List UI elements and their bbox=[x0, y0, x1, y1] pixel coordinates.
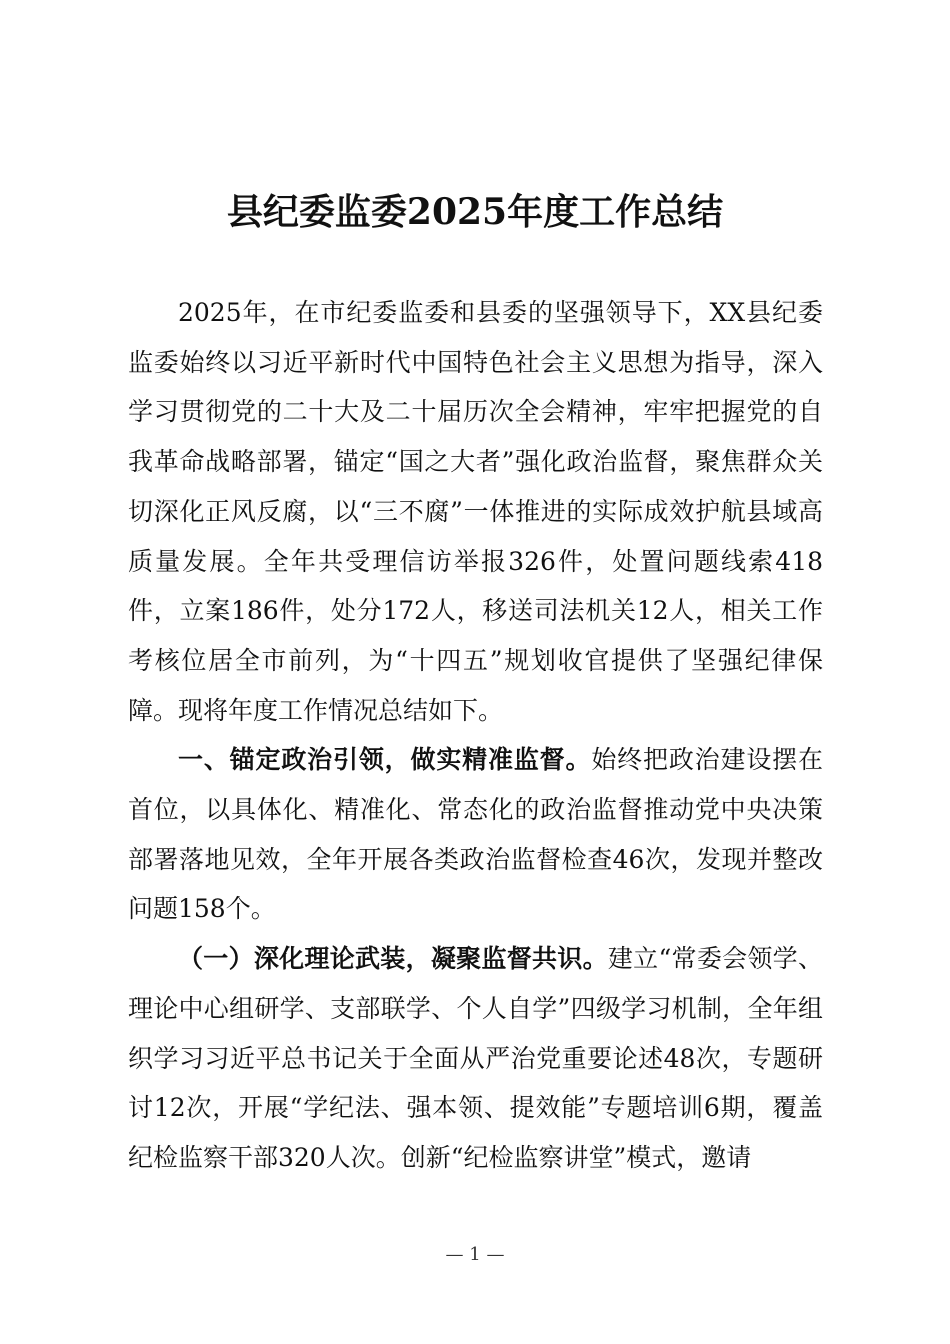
subsection-one-text: 建立“常委会领学、理论中心组研学、支部联学、个人自学”四级学习机制，全年组织学习习近平总书记关于全面从严治党重要论述48次，专题研讨12次，开展“学纪法、强本领、提效能”专题培训6期，覆盖纪检监察干部320人次。创新“纪检监察讲堂”模式，邀请 bbox=[128, 944, 823, 1172]
paragraph-intro bbox=[128, 288, 823, 735]
document-body bbox=[128, 288, 823, 1183]
paragraph-section-one bbox=[128, 735, 823, 934]
paragraph-subsection-one bbox=[128, 934, 823, 1183]
subsection-one-heading: （一）深化理论武装，凝聚监督共识。 bbox=[178, 944, 608, 974]
section-one-heading: 一、锚定政治引领，做实精准监督。 bbox=[178, 745, 592, 775]
section-one-text: 始终把政治建设摆在首位，以具体化、精准化、常态化的政治监督推动党中央决策部署落地见效，全年开展各类政治监督检查46次，发现并整改问题158个。 bbox=[128, 745, 823, 924]
paragraph-intro-text: 2025年，在市纪委监委和县委的坚强领导下，XX县纪委监委始终以习近平新时代中国特色社会主义思想为指导，深入学习贯彻党的二十大及二十届历次全会精神，牢牢把握党的自我革命战略部署，锚定“国之大者”强化政治监督，聚焦群众关切深化正风反腐，以“三不腐”一体推进的实际成效护航县域高质量发展。全年共受理信访举报326件，处置问题线索418件，立案186件，处分172人，移送司法机关12人，相关工作考核位居全市前列，为“十四五”规划收官提供了坚强纪律保障。现将年度工作情况总结如下。 bbox=[128, 298, 823, 725]
document-title: 县纪委监委2025年度工作总结 bbox=[226, 191, 724, 233]
page-number: — 1 — bbox=[445, 1244, 505, 1265]
